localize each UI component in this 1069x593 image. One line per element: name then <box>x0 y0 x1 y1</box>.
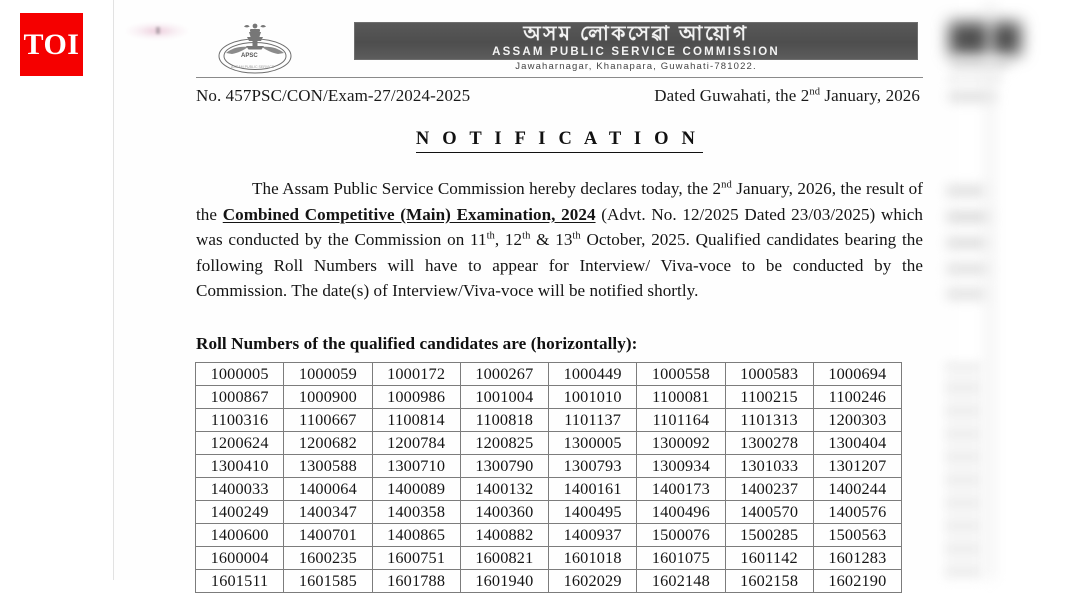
roll-number-cell: 1000694 <box>813 363 901 386</box>
roll-number-cell: 1400249 <box>196 501 284 524</box>
roll-number-cell: 1400347 <box>284 501 372 524</box>
roll-number-cell: 1300005 <box>549 432 637 455</box>
roll-number-cell: 1601788 <box>372 570 460 593</box>
exam-name-emphasis: Combined Competitive (Main) Examination, 2024 <box>222 204 596 224</box>
roll-number-cell: 1602158 <box>725 570 813 593</box>
roll-number-cell: 1000172 <box>372 363 460 386</box>
toi-logo <box>20 13 83 76</box>
svg-text:APSC: APSC <box>241 53 258 59</box>
roll-number-cell: 1400358 <box>372 501 460 524</box>
roll-number-cell: 1400173 <box>637 478 725 501</box>
roll-number-cell: 1000986 <box>372 386 460 409</box>
roll-numbers-table-wrapper <box>195 362 902 593</box>
table-row <box>196 570 902 593</box>
roll-number-cell: 1101137 <box>549 409 637 432</box>
roll-number-cell: 1400033 <box>196 478 284 501</box>
roll-number-cell: 1601511 <box>196 570 284 593</box>
roll-number-cell: 1100667 <box>284 409 372 432</box>
blur-address <box>951 60 1009 67</box>
roll-number-cell: 1500076 <box>637 524 725 547</box>
roll-number-cell: 1400360 <box>460 501 548 524</box>
roll-number-cell: 1600004 <box>196 547 284 570</box>
roll-number-cell: 1200784 <box>372 432 460 455</box>
roll-number-cell: 1602029 <box>549 570 637 593</box>
apsc-state-emblem-icon <box>211 23 299 75</box>
commission-banner <box>354 22 918 60</box>
roll-number-cell: 1601585 <box>284 570 372 593</box>
table-row <box>196 455 902 478</box>
roll-number-cell: 1400865 <box>372 524 460 547</box>
document-page <box>113 0 959 590</box>
roll-number-cell: 1100081 <box>637 386 725 409</box>
roll-number-cell: 1000005 <box>196 363 284 386</box>
blur-paragraph-line-5 <box>947 289 986 299</box>
roll-number-cell: 1400089 <box>372 478 460 501</box>
roll-number-cell: 1000900 <box>284 386 372 409</box>
table-row <box>196 409 902 432</box>
body-seg-3: (Advt. No. 12/2025 Dated 23/03/2025) which was conducted by the Commission on 11 <box>196 204 923 249</box>
notification-body <box>196 176 923 304</box>
roll-number-cell: 1400576 <box>813 501 901 524</box>
roll-number-cell: 1000449 <box>549 363 637 386</box>
blur-table <box>945 364 981 580</box>
roll-number-cell: 1400937 <box>549 524 637 547</box>
blur-page-edge <box>987 0 993 580</box>
roll-number-cell: 1001004 <box>460 386 548 409</box>
roll-number-cell: 1602190 <box>813 570 901 593</box>
table-row <box>196 478 902 501</box>
roll-number-cell: 1301207 <box>813 455 901 478</box>
notification-date <box>654 86 923 106</box>
roll-number-cell: 1100814 <box>372 409 460 432</box>
roll-number-cell: 1601075 <box>637 547 725 570</box>
roll-number-cell: 1300404 <box>813 432 901 455</box>
body-ordinal-2: th <box>486 230 495 242</box>
roll-number-cell: 1100818 <box>460 409 548 432</box>
roll-number-cell: 1400495 <box>549 501 637 524</box>
body-ordinal-3: th <box>522 230 531 242</box>
body-seg-5: & 13 <box>530 230 573 249</box>
roll-number-cell: 1601018 <box>549 547 637 570</box>
roll-numbers-table <box>195 362 902 593</box>
roll-number-cell: 1600821 <box>460 547 548 570</box>
commission-address: Jawaharnagar, Khanapara, Guwahati-781022. <box>515 61 757 72</box>
header-divider <box>196 77 923 78</box>
roll-number-cell: 1300278 <box>725 432 813 455</box>
roll-number-cell: 1600235 <box>284 547 372 570</box>
blur-paragraph-line-2 <box>947 212 989 222</box>
roll-number-cell: 1300410 <box>196 455 284 478</box>
roll-number-cell: 1400882 <box>460 524 548 547</box>
roll-number-cell: 1000558 <box>637 363 725 386</box>
roll-number-cell: 1300790 <box>460 455 548 478</box>
date-suffix: January, 2026 <box>820 86 920 105</box>
reference-line <box>196 86 923 106</box>
body-seg-1: The Assam Public Service Commission hereby declares today, the 2 <box>252 179 722 198</box>
table-row <box>196 524 902 547</box>
roll-number-cell: 1200825 <box>460 432 548 455</box>
roll-number-cell: 1400701 <box>284 524 372 547</box>
roll-number-cell: 1601940 <box>460 570 548 593</box>
roll-number-cell: 1600751 <box>372 547 460 570</box>
roll-number-cell: 1500563 <box>813 524 901 547</box>
body-ordinal-1: nd <box>721 179 732 191</box>
body-seg-6: October, 2025. Qualified candidates bearing the following Roll Numbers will have to appear for Interview/ Viva-voce to be conducted by the Commission. The date(s) of Interview/Viva-voce will be notified shortly. <box>196 230 924 300</box>
roll-number-cell: 1000583 <box>725 363 813 386</box>
roll-number-cell: 1400570 <box>725 501 813 524</box>
roll-number-cell: 1100215 <box>725 386 813 409</box>
blurred-page-continuation <box>959 0 1069 580</box>
banner-assamese-title: অসম লোকসেৱা আয়োগ <box>523 23 749 46</box>
table-row <box>196 501 902 524</box>
roll-number-cell: 1400600 <box>196 524 284 547</box>
roll-number-cell: 1300793 <box>549 455 637 478</box>
roll-number-cell: 1000059 <box>284 363 372 386</box>
roll-number-cell: 1200303 <box>813 409 901 432</box>
page-title-text: N O T I F I C A T I O N <box>416 129 703 153</box>
table-row <box>196 547 902 570</box>
roll-number-cell: 1300092 <box>637 432 725 455</box>
blur-paragraph-line-4 <box>947 264 988 274</box>
date-ordinal: nd <box>809 86 821 98</box>
page-title <box>196 129 923 153</box>
date-prefix: Dated Guwahati, the 2 <box>654 86 810 105</box>
roll-numbers-heading: Roll Numbers of the qualified candidates are (horizontally): <box>196 334 638 353</box>
roll-number-cell: 1100246 <box>813 386 901 409</box>
roll-number-cell: 1300588 <box>284 455 372 478</box>
blur-paragraph-line-3 <box>947 238 987 248</box>
roll-number-cell: 1101164 <box>637 409 725 432</box>
roll-number-cell: 1001010 <box>549 386 637 409</box>
toi-logo-text: TOI <box>23 27 80 61</box>
roll-number-cell: 1400496 <box>637 501 725 524</box>
roll-number-cell: 1500285 <box>725 524 813 547</box>
table-row <box>196 363 902 386</box>
roll-number-cell: 1400244 <box>813 478 901 501</box>
roll-number-cell: 1300710 <box>372 455 460 478</box>
roll-number-cell: 1200682 <box>284 432 372 455</box>
body-seg-4: , 12 <box>494 230 523 249</box>
roll-number-cell: 1100316 <box>196 409 284 432</box>
roll-number-cell: 1301033 <box>725 455 813 478</box>
letterhead <box>114 0 960 80</box>
table-row <box>196 432 902 455</box>
roll-number-cell: 1101313 <box>725 409 813 432</box>
roll-number-cell: 1000867 <box>196 386 284 409</box>
roll-number-cell: 1400161 <box>549 478 637 501</box>
roll-numbers-table-body <box>196 363 902 593</box>
roll-number-cell: 1000267 <box>460 363 548 386</box>
body-seg-2: January, 2026, the result of the <box>196 179 923 224</box>
svg-text:ASSAM PUBLIC SERVICE: ASSAM PUBLIC SERVICE <box>231 65 275 69</box>
table-row <box>196 386 902 409</box>
blur-paragraph-line-1 <box>947 186 985 196</box>
body-ordinal-4: th <box>572 230 581 242</box>
roll-number-cell: 1300934 <box>637 455 725 478</box>
roll-number-cell: 1200624 <box>196 432 284 455</box>
roll-number-cell: 1400132 <box>460 478 548 501</box>
roll-number-cell: 1400237 <box>725 478 813 501</box>
banner-english-title: ASSAM PUBLIC SERVICE COMMISSION <box>492 46 780 59</box>
reference-number: No. 457PSC/CON/Exam-27/2024-2025 <box>196 86 471 105</box>
roll-number-cell: 1601283 <box>813 547 901 570</box>
roll-number-cell: 1602148 <box>637 570 725 593</box>
blur-banner <box>949 22 1021 55</box>
blur-rule <box>947 78 1002 80</box>
roll-number-cell: 1400064 <box>284 478 372 501</box>
roll-number-cell: 1601142 <box>725 547 813 570</box>
